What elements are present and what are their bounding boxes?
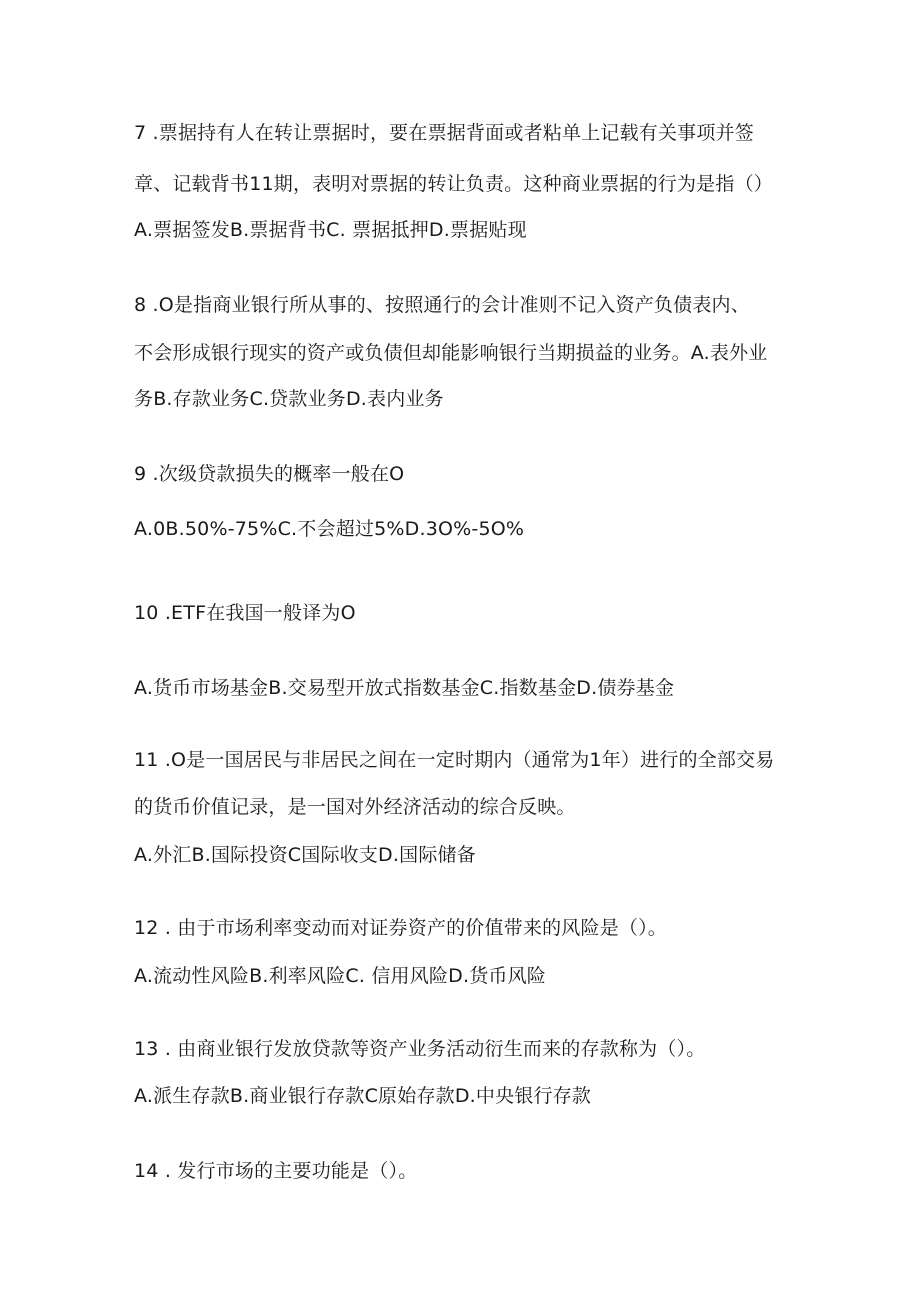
q13-stem-line-1: 13 . 由商业银行发放贷款等资产业务活动衍生而来的存款称为（）。 <box>134 1038 706 1060</box>
q14-stem-line-1: 14 . 发行市场的主要功能是（）。 <box>134 1160 418 1182</box>
q8-stem-line-2: 不会形成银行现实的资产或负债但却能影响银行当期损益的业务。A.表外业 <box>134 342 768 364</box>
q10-options: A.货币市场基金B.交易型开放式指数基金C.指数基金D.债券基金 <box>134 677 675 699</box>
q9-stem-line-1: 9 .次级贷款损失的概率一般在O <box>134 463 405 485</box>
q7-stem-line-1: 7 .票据持有人在转让票据时，要在票据背面或者粘单上记载有关事项并签 <box>134 122 754 144</box>
q12-options: A.流动性风险B.利率风险C. 信用风险D.货币风险 <box>134 965 546 987</box>
q8-stem-line-3: 务B.存款业务C.贷款业务D.表内业务 <box>134 388 444 410</box>
q11-stem-line-2: 的货币价值记录，是一国对外经济活动的综合反映。 <box>134 796 576 818</box>
q13-options: A.派生存款B.商业银行存款C原始存款D.中央银行存款 <box>134 1085 592 1107</box>
q11-options: A.外汇B.国际投资C国际收支D.国际储备 <box>134 844 476 866</box>
q7-stem-line-2: 章、记载背书11期，表明对票据的转让负责。这种商业票据的行为是指（） <box>134 173 773 195</box>
q8-stem-line-1: 8 .O是指商业银行所从事的、按照通行的会计准则不记入资产负债表内、 <box>134 294 750 316</box>
q12-stem-line-1: 12 . 由于市场利率变动而对证券资产的价值带来的风险是（）。 <box>134 917 667 939</box>
q9-options: A.0B.50%-75%C.不会超过5%D.3O%-5O% <box>134 518 525 540</box>
q11-stem-line-1: 11 .O是一国居民与非居民之间在一定时期内（通常为1年）进行的全部交易 <box>134 749 775 771</box>
q10-stem-line-1: 10 .ETF在我国一般译为O <box>134 602 356 624</box>
q7-options: A.票据签发B.票据背书C. 票据抵押D.票据贴现 <box>134 219 527 241</box>
